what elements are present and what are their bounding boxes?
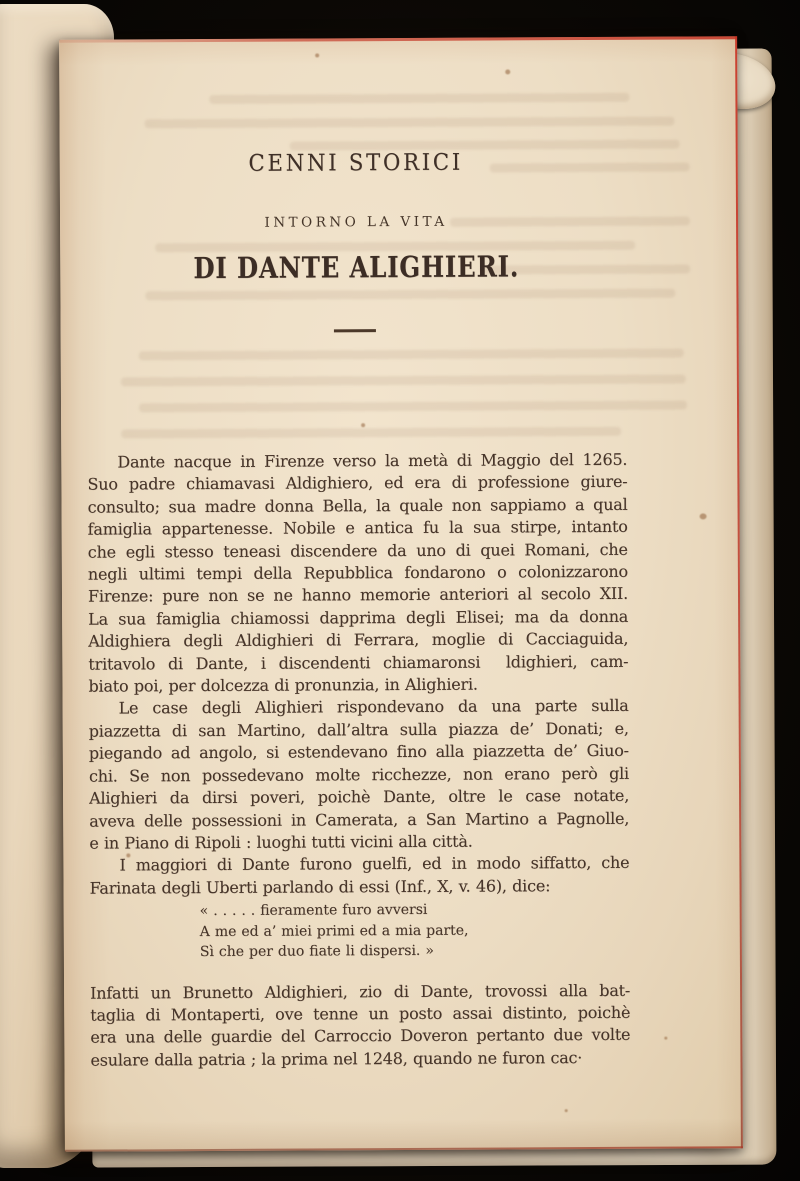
body-line: Infatti un Brunetto Aldighieri, zio di Dante, trovossi alla bat- [90,980,631,1003]
body-line: Suo padre chiamavasi Aldighiero, ed era di professione giure- [87,472,628,495]
chapter-subtitle: INTORNO LA VITA [264,213,448,231]
chapter-title: DI DANTE ALIGHIERI. [193,249,520,286]
body-line: famiglia appartenesse. Nobile e antica fu la sua stirpe, intanto [87,517,628,539]
body-line: che egli stesso teneasi discendere da uno di quei Romani, che [87,539,628,562]
body-line: tritavolo di Dante, i discendenti chiamaronsi ldighieri, cam- [88,651,629,674]
body-line: taglia di Montaperti, ove tenne un posto assai distinto, poichè [90,1002,631,1025]
paragraph-2 [89,695,630,855]
body-text [87,449,630,1072]
body-line: Le case degli Alighieri rispondevano da una parte sulla [118,696,629,718]
verse-line: Sì che per duo fiate li dispersi. » [199,942,434,961]
divider-rule [334,329,376,332]
verse-line: « . . . . . fieramente furo avversi [199,901,428,920]
text-column [85,37,631,1152]
body-line: negli ultimi tempi della Repubblica fondarono o colonizzarono [87,561,628,584]
body-line: consulto; sua madre donna Bella, la quale non sappiamo a qual [87,494,628,517]
body-line: Alighieri da dirsi poveri, poichè Dante, oltre le case notate, [89,785,630,808]
body-line: Farinata degli Uberti parlando di essi (Inf., X, v. 46), dice: [89,875,551,898]
chapter-kicker: CENNI STORICI [248,149,464,177]
body-line: piazzetta di san Martino, dall’altra sulla piazza de’ Donati; e, [88,718,629,741]
body-line: I maggiori di Dante furono guelfi, ed in modo siffatto, che [119,853,630,875]
foxing-spot [664,1037,667,1040]
body-line: Aldighiera degli Aldighieri di Ferrara, moglie di Cacciaguida, [88,629,629,651]
body-line: La sua famiglia chiamossi dapprima degli Elisei; ma da donna [88,606,629,629]
verse-line: A me ed a’ miei primi ed a mia parte, [199,922,469,940]
body-line: biato poi, per dolcezza di pronunzia, in Alighieri. [88,674,478,696]
foxing-spot [700,513,707,519]
body-line: aveva delle possessioni in Camerata, a San Martino a Pagnolle, [89,808,630,831]
verse-quote [200,899,630,963]
body-line: e in Piano di Ripoli : luoghi tutti vicini alla città. [89,831,473,853]
body-line: esulare dalla patria ; la prima nel 1248, quando ne furon cac· [90,1047,583,1070]
paragraph-3 [89,852,629,900]
body-line: Dante nacque in Firenze verso la metà di Maggio del 1265. [117,449,628,472]
book-page [59,36,743,1152]
body-line: chi. Se non possedevano molte ricchezze, non erano però gli [88,763,629,786]
paragraph-1 [87,449,628,698]
body-line: Firenze: pure non se ne hanno memorie anteriori al secolo XII. [87,584,629,607]
body-line: piegando ad angolo, si estendevano fino alla piazzetta de’ Giuo- [88,741,629,763]
paragraph-4 [90,979,630,1071]
body-line: era una delle guardie del Carroccio Doveron pertanto due volte [90,1025,631,1048]
